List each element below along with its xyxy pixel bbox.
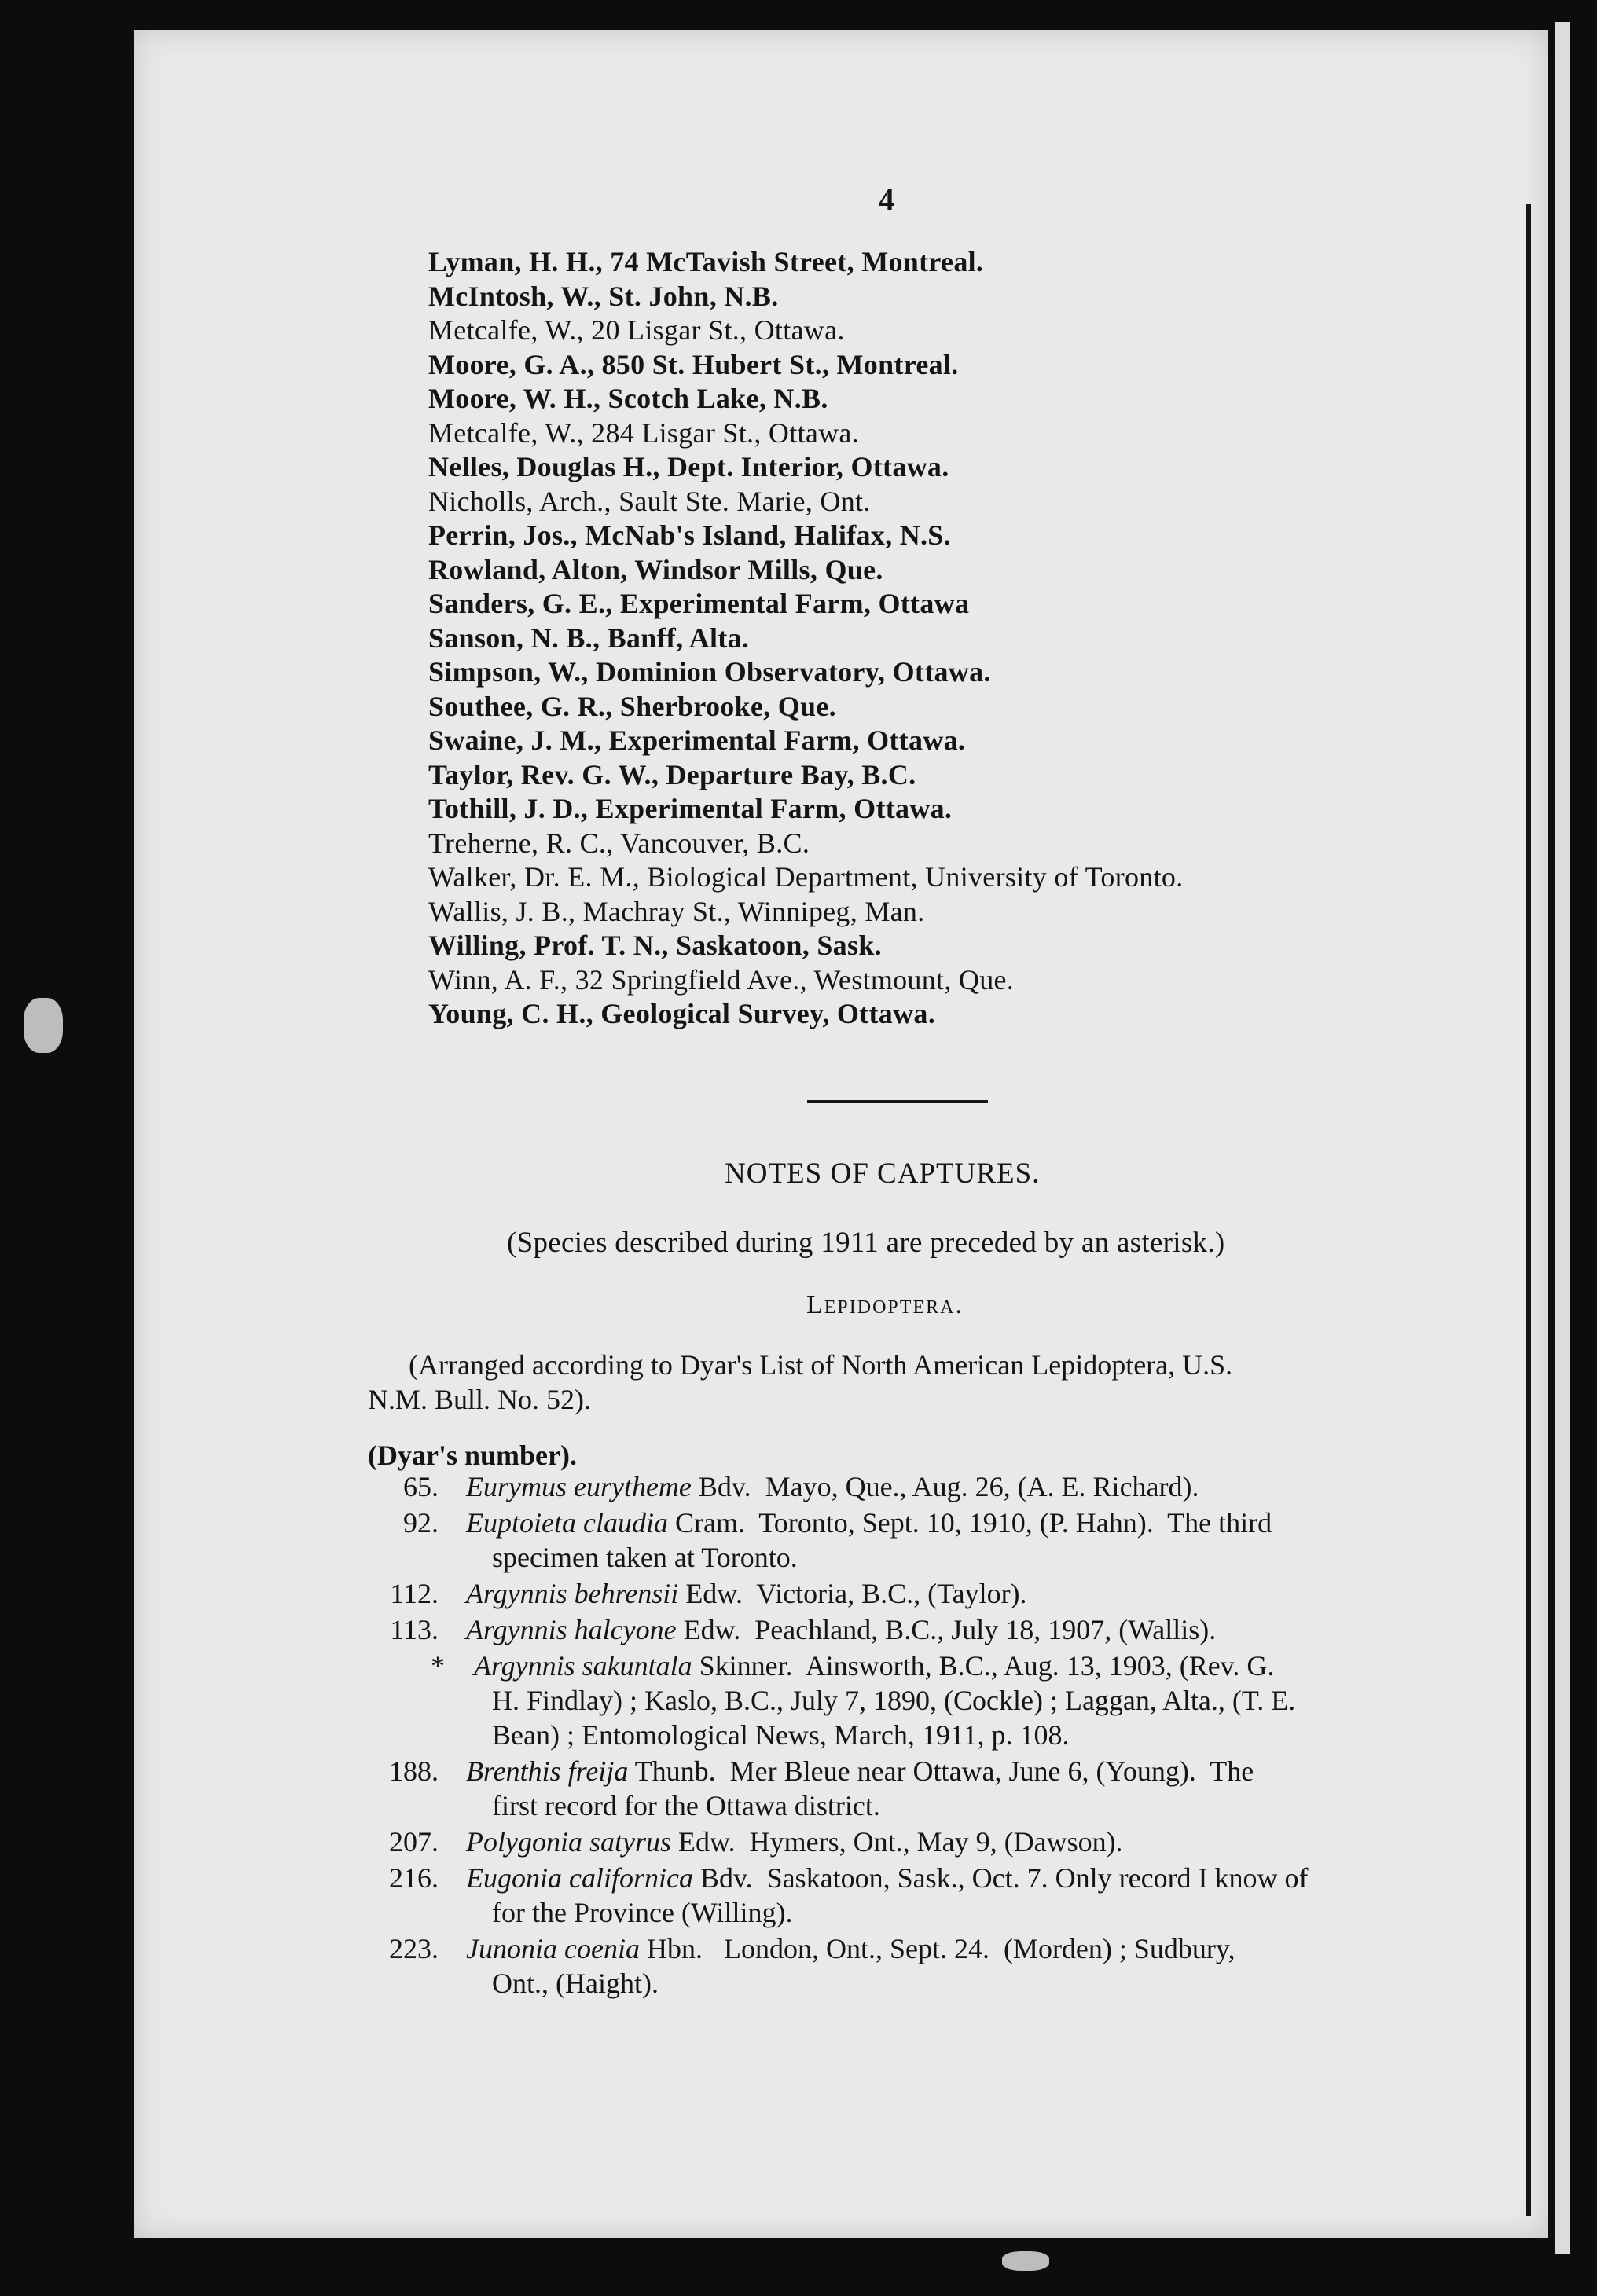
member-entry: Wallis, J. B., Machray St., Winnipeg, Man.: [428, 895, 925, 927]
capture-entry: [368, 1649, 1437, 1752]
entry-line: H. Findlay) ; Kaslo, B.C., July 7, 1890, (Cockle) ; Laggan, Alta., (T. E.: [492, 1685, 1296, 1716]
member-entry: Perrin, Jos., McNab's Island, Halifax, N.S.: [428, 519, 951, 551]
entry-line: Argynnis behrensii Edw. Victoria, B.C., (Taylor).: [466, 1578, 1027, 1609]
species-name: Euptoieta claudia: [466, 1507, 668, 1539]
asterisk-marker: *: [431, 1650, 445, 1682]
page-number: 4: [879, 182, 894, 217]
member-entry: Sanders, G. E., Experimental Farm, Ottawa: [428, 588, 970, 619]
species-name: Argynnis halcyone: [466, 1614, 677, 1645]
entry-line: Euptoieta claudia Cram. Toronto, Sept. 10, 1910, (P. Hahn). The third: [466, 1507, 1272, 1539]
member-entry: Nelles, Douglas H., Dept. Interior, Ottawa.: [428, 451, 949, 482]
entry-line: Eugonia californica Bdv. Saskatoon, Sask., Oct. 7. Only record I know of: [466, 1862, 1309, 1894]
species-name: Eugonia californica: [466, 1862, 693, 1894]
notes-title: NOTES OF CAPTURES.: [725, 1157, 1041, 1190]
species-name: Brenthis freija: [466, 1755, 629, 1787]
dyar-number: 65.: [403, 1471, 439, 1502]
member-entry: Swaine, J. M., Experimental Farm, Ottawa.: [428, 724, 966, 756]
member-entry: Winn, A. F., 32 Springfield Ave., Westmount, Que.: [428, 963, 1015, 996]
member-entry: Sanson, N. B., Banff, Alta.: [428, 622, 750, 654]
entry-line: Argynnis halcyone Edw. Peachland, B.C., July 18, 1907, (Wallis).: [466, 1614, 1217, 1645]
member-entry: Lyman, H. H., 74 McTavish Street, Montreal.: [428, 246, 984, 277]
arrangement-line: N.M. Bull. No. 52).: [368, 1384, 592, 1415]
arrangement-line: (Arranged according to Dyar's List of North American Lepidoptera, U.S.: [409, 1349, 1233, 1381]
arrangement-note: [368, 1348, 1232, 1417]
order-heading: Lepidoptera.: [806, 1290, 964, 1319]
dyar-number: 216.: [389, 1862, 439, 1894]
notes-subtitle: (Species described during 1911 are preceded by an asterisk.): [507, 1227, 1225, 1259]
entry-line: Brenthis freija Thunb. Mer Bleue near Ottawa, June 6, (Young). The: [466, 1755, 1254, 1787]
entry-line: Junonia coenia Hbn. London, Ont., Sept. 24. (Morden) ; Sudbury,: [466, 1933, 1235, 1964]
member-entry: Moore, W. H., Scotch Lake, N.B.: [428, 383, 828, 414]
adjacent-page-edge: [1555, 22, 1570, 2254]
scan-artifact: [24, 998, 63, 1053]
member-entry: Willing, Prof. T. N., Saskatoon, Sask.: [428, 930, 882, 961]
dyar-number: 207.: [389, 1826, 439, 1858]
page-gutter-shadow: [1526, 204, 1531, 2216]
member-entry: McIntosh, W., St. John, N.B.: [428, 280, 779, 312]
member-entry: Taylor, Rev. G. W., Departure Bay, B.C.: [428, 758, 916, 790]
member-entry: Metcalfe, W., 20 Lisgar St., Ottawa.: [428, 314, 845, 346]
species-name: Argynnis behrensii: [466, 1578, 679, 1609]
capture-entry: [368, 1931, 1437, 2001]
entry-line: first record for the Ottawa district.: [492, 1790, 880, 1821]
capture-entry: [368, 1469, 1437, 1504]
entry-line: specimen taken at Toronto.: [492, 1542, 798, 1573]
dyar-number: 113.: [390, 1614, 439, 1645]
dyar-number: 112.: [390, 1578, 439, 1609]
species-name: Argynnis sakuntala: [474, 1650, 692, 1682]
scan-artifact: [1002, 2251, 1049, 2271]
capture-entry: [368, 1861, 1437, 1930]
capture-entry: [368, 1576, 1437, 1611]
capture-entry: [368, 1754, 1437, 1823]
capture-entry: [368, 1506, 1437, 1575]
member-entry: Walker, Dr. E. M., Biological Department, University of Toronto.: [428, 861, 1184, 893]
entry-line: Ont., (Haight).: [492, 1968, 659, 1999]
member-entry: Moore, G. A., 850 St. Hubert St., Montreal.: [428, 348, 959, 380]
entry-line: Polygonia satyrus Edw. Hymers, Ont., May 9, (Dawson).: [466, 1826, 1123, 1858]
entry-line: Bean) ; Entomological News, March, 1911, p. 108.: [492, 1719, 1070, 1751]
member-entry: Young, C. H., Geological Survey, Ottawa.: [428, 998, 936, 1029]
member-entry: Southee, G. R., Sherbrooke, Que.: [428, 690, 836, 722]
capture-entry: [368, 1825, 1437, 1859]
member-entry: Treherne, R. C., Vancouver, B.C.: [428, 827, 810, 859]
member-entry: Rowland, Alton, Windsor Mills, Que.: [428, 553, 883, 585]
entry-line: Argynnis sakuntala Skinner. Ainsworth, B.C., Aug. 13, 1903, (Rev. G.: [474, 1650, 1275, 1682]
dyar-number-label: (Dyar's number).: [368, 1440, 577, 1471]
member-entry: Simpson, W., Dominion Observatory, Ottawa.: [428, 656, 991, 688]
member-entry: Metcalfe, W., 284 Lisgar St., Ottawa.: [428, 416, 859, 449]
member-entry: Nicholls, Arch., Sault Ste. Marie, Ont.: [428, 485, 871, 517]
dyar-number: 223.: [389, 1933, 439, 1964]
section-divider: [807, 1100, 988, 1103]
dyar-number: 92.: [403, 1507, 439, 1539]
entry-line: Eurymus eurytheme Bdv. Mayo, Que., Aug. 26, (A. E. Richard).: [466, 1471, 1199, 1502]
member-entry: Tothill, J. D., Experimental Farm, Ottawa.: [428, 793, 953, 824]
species-name: Eurymus eurytheme: [466, 1471, 692, 1502]
species-name: Junonia coenia: [466, 1933, 640, 1964]
dyar-number: 188.: [389, 1755, 439, 1787]
capture-entry: [368, 1612, 1437, 1647]
entry-line: for the Province (Willing).: [492, 1897, 793, 1928]
species-name: Polygonia satyrus: [466, 1826, 671, 1858]
